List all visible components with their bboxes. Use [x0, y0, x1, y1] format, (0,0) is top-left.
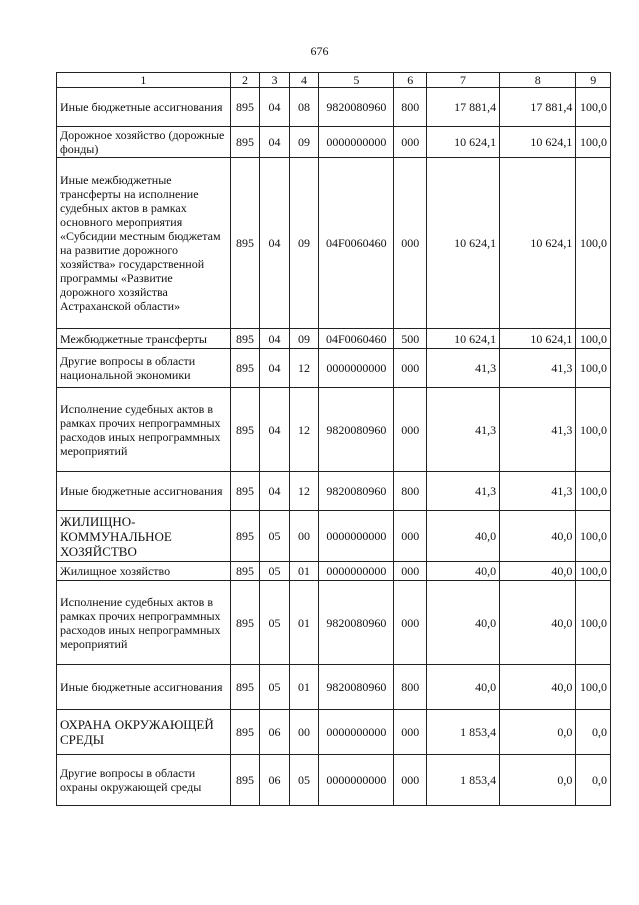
plan-amount-cell: 10 624,1: [426, 158, 499, 329]
row-name-cell: ЖИЛИЩНО-КОММУНАЛЬНОЕ ХОЗЯЙСТВО: [57, 511, 231, 562]
admin-code-cell: 895: [230, 755, 259, 806]
plan-amount-cell: 10 624,1: [426, 127, 499, 158]
target-article-cell: 9820080960: [319, 665, 394, 710]
section-code-cell: 06: [260, 710, 289, 755]
fact-amount-cell: 41,3: [500, 388, 576, 472]
table-row: [57, 127, 611, 158]
column-header: 2: [230, 73, 259, 88]
percent-cell: 100,0: [576, 329, 611, 349]
section-code-cell: 05: [260, 511, 289, 562]
admin-code-cell: 895: [230, 88, 259, 127]
column-header: 3: [260, 73, 289, 88]
target-article-cell: 0000000000: [319, 562, 394, 581]
column-header: 7: [426, 73, 499, 88]
fact-amount-cell: 10 624,1: [500, 127, 576, 158]
plan-amount-cell: 40,0: [426, 511, 499, 562]
percent-cell: 0,0: [576, 755, 611, 806]
page-number: 676: [310, 44, 329, 58]
plan-amount-cell: 40,0: [426, 562, 499, 581]
row-name-cell: Иные бюджетные ассигнования: [57, 665, 231, 710]
subsection-code-cell: 09: [289, 158, 318, 329]
expense-type-cell: 800: [394, 665, 427, 710]
subsection-code-cell: 12: [289, 472, 318, 511]
subsection-code-cell: 08: [289, 88, 318, 127]
subsection-code-cell: 12: [289, 388, 318, 472]
plan-amount-cell: 1 853,4: [426, 755, 499, 806]
expense-type-cell: 800: [394, 472, 427, 511]
table-row: [57, 88, 611, 127]
percent-cell: 100,0: [576, 562, 611, 581]
subsection-code-cell: 00: [289, 710, 318, 755]
row-name-cell: Иные бюджетные ассигнования: [57, 472, 231, 511]
subsection-code-cell: 01: [289, 665, 318, 710]
percent-cell: 100,0: [576, 511, 611, 562]
percent-cell: 100,0: [576, 158, 611, 329]
header-row: [57, 73, 611, 88]
section-code-cell: 05: [260, 665, 289, 710]
admin-code-cell: 895: [230, 349, 259, 388]
fact-amount-cell: 40,0: [500, 562, 576, 581]
row-name-cell: Другие вопросы в области национальной экономики: [57, 349, 231, 388]
column-header: 1: [57, 73, 231, 88]
target-article-cell: 0000000000: [319, 349, 394, 388]
row-name-cell: Иные межбюджетные трансферты на исполнение судебных актов в рамках основного мероприятия «Субсидии местным бюджетам на развитие дорожного хозяйства» государственной программы «Развитие дорожного хозяйства Астраханской области»: [57, 158, 231, 329]
fact-amount-cell: 10 624,1: [500, 158, 576, 329]
admin-code-cell: 895: [230, 665, 259, 710]
table-row: [57, 388, 611, 472]
fact-amount-cell: 41,3: [500, 472, 576, 511]
expense-type-cell: 000: [394, 127, 427, 158]
table-row: [57, 329, 611, 349]
expense-type-cell: 500: [394, 329, 427, 349]
row-name-cell: Межбюджетные трансферты: [57, 329, 231, 349]
target-article-cell: 04F0060460: [319, 329, 394, 349]
subsection-code-cell: 01: [289, 581, 318, 665]
admin-code-cell: 895: [230, 127, 259, 158]
section-code-cell: 04: [260, 329, 289, 349]
plan-amount-cell: 41,3: [426, 472, 499, 511]
section-code-cell: 04: [260, 88, 289, 127]
admin-code-cell: 895: [230, 388, 259, 472]
target-article-cell: 04F0060460: [319, 158, 394, 329]
target-article-cell: 0000000000: [319, 710, 394, 755]
section-code-cell: 05: [260, 562, 289, 581]
subsection-code-cell: 05: [289, 755, 318, 806]
column-header: 5: [319, 73, 394, 88]
plan-amount-cell: 40,0: [426, 581, 499, 665]
column-header: 9: [576, 73, 611, 88]
row-name-cell: Исполнение судебных актов в рамках прочих непрограммных расходов иных непрограммных мероприятий: [57, 581, 231, 665]
fact-amount-cell: 10 624,1: [500, 329, 576, 349]
expense-type-cell: 000: [394, 349, 427, 388]
expense-type-cell: 000: [394, 388, 427, 472]
plan-amount-cell: 1 853,4: [426, 710, 499, 755]
percent-cell: 100,0: [576, 127, 611, 158]
subsection-code-cell: 00: [289, 511, 318, 562]
plan-amount-cell: 17 881,4: [426, 88, 499, 127]
subsection-code-cell: 09: [289, 127, 318, 158]
plan-amount-cell: 41,3: [426, 388, 499, 472]
expense-type-cell: 000: [394, 755, 427, 806]
fact-amount-cell: 0,0: [500, 710, 576, 755]
row-name-cell: Жилищное хозяйство: [57, 562, 231, 581]
row-name-cell: Другие вопросы в области охраны окружающей среды: [57, 755, 231, 806]
section-code-cell: 05: [260, 581, 289, 665]
table-row: [57, 511, 611, 562]
subsection-code-cell: 01: [289, 562, 318, 581]
table-row: [57, 665, 611, 710]
subsection-code-cell: 09: [289, 329, 318, 349]
section-code-cell: 04: [260, 388, 289, 472]
target-article-cell: 9820080960: [319, 472, 394, 511]
percent-cell: 100,0: [576, 349, 611, 388]
table-row: [57, 472, 611, 511]
fact-amount-cell: 40,0: [500, 581, 576, 665]
target-article-cell: 9820080960: [319, 88, 394, 127]
table-row: [57, 581, 611, 665]
column-header: 8: [500, 73, 576, 88]
fact-amount-cell: 40,0: [500, 511, 576, 562]
row-name-cell: ОХРАНА ОКРУЖАЮЩЕЙ СРЕДЫ: [57, 710, 231, 755]
fact-amount-cell: 40,0: [500, 665, 576, 710]
fact-amount-cell: 41,3: [500, 349, 576, 388]
section-code-cell: 04: [260, 472, 289, 511]
admin-code-cell: 895: [230, 329, 259, 349]
column-header: 4: [289, 73, 318, 88]
target-article-cell: 9820080960: [319, 581, 394, 665]
percent-cell: 100,0: [576, 472, 611, 511]
table-row: [57, 349, 611, 388]
admin-code-cell: 895: [230, 710, 259, 755]
expense-type-cell: 000: [394, 581, 427, 665]
admin-code-cell: 895: [230, 581, 259, 665]
percent-cell: 100,0: [576, 665, 611, 710]
percent-cell: 100,0: [576, 88, 611, 127]
plan-amount-cell: 40,0: [426, 665, 499, 710]
plan-amount-cell: 10 624,1: [426, 329, 499, 349]
section-code-cell: 04: [260, 158, 289, 329]
expense-type-cell: 000: [394, 710, 427, 755]
row-name-cell: Иные бюджетные ассигнования: [57, 88, 231, 127]
percent-cell: 100,0: [576, 581, 611, 665]
percent-cell: 100,0: [576, 388, 611, 472]
table-row: [57, 562, 611, 581]
expense-type-cell: 000: [394, 511, 427, 562]
admin-code-cell: 895: [230, 511, 259, 562]
target-article-cell: 0000000000: [319, 127, 394, 158]
admin-code-cell: 895: [230, 158, 259, 329]
target-article-cell: 0000000000: [319, 511, 394, 562]
table-row: [57, 158, 611, 329]
target-article-cell: 9820080960: [319, 388, 394, 472]
fact-amount-cell: 17 881,4: [500, 88, 576, 127]
budget-table: [56, 72, 611, 806]
expense-type-cell: 000: [394, 158, 427, 329]
expense-type-cell: 000: [394, 562, 427, 581]
admin-code-cell: 895: [230, 562, 259, 581]
row-name-cell: Дорожное хозяйство (дорожные фонды): [57, 127, 231, 158]
percent-cell: 0,0: [576, 710, 611, 755]
row-name-cell: Исполнение судебных актов в рамках прочих непрограммных расходов иных непрограммных мероприятий: [57, 388, 231, 472]
column-header: 6: [394, 73, 427, 88]
fact-amount-cell: 0,0: [500, 755, 576, 806]
plan-amount-cell: 41,3: [426, 349, 499, 388]
expense-type-cell: 800: [394, 88, 427, 127]
table-row: [57, 710, 611, 755]
section-code-cell: 04: [260, 127, 289, 158]
section-code-cell: 06: [260, 755, 289, 806]
target-article-cell: 0000000000: [319, 755, 394, 806]
subsection-code-cell: 12: [289, 349, 318, 388]
table-row: [57, 755, 611, 806]
section-code-cell: 04: [260, 349, 289, 388]
admin-code-cell: 895: [230, 472, 259, 511]
